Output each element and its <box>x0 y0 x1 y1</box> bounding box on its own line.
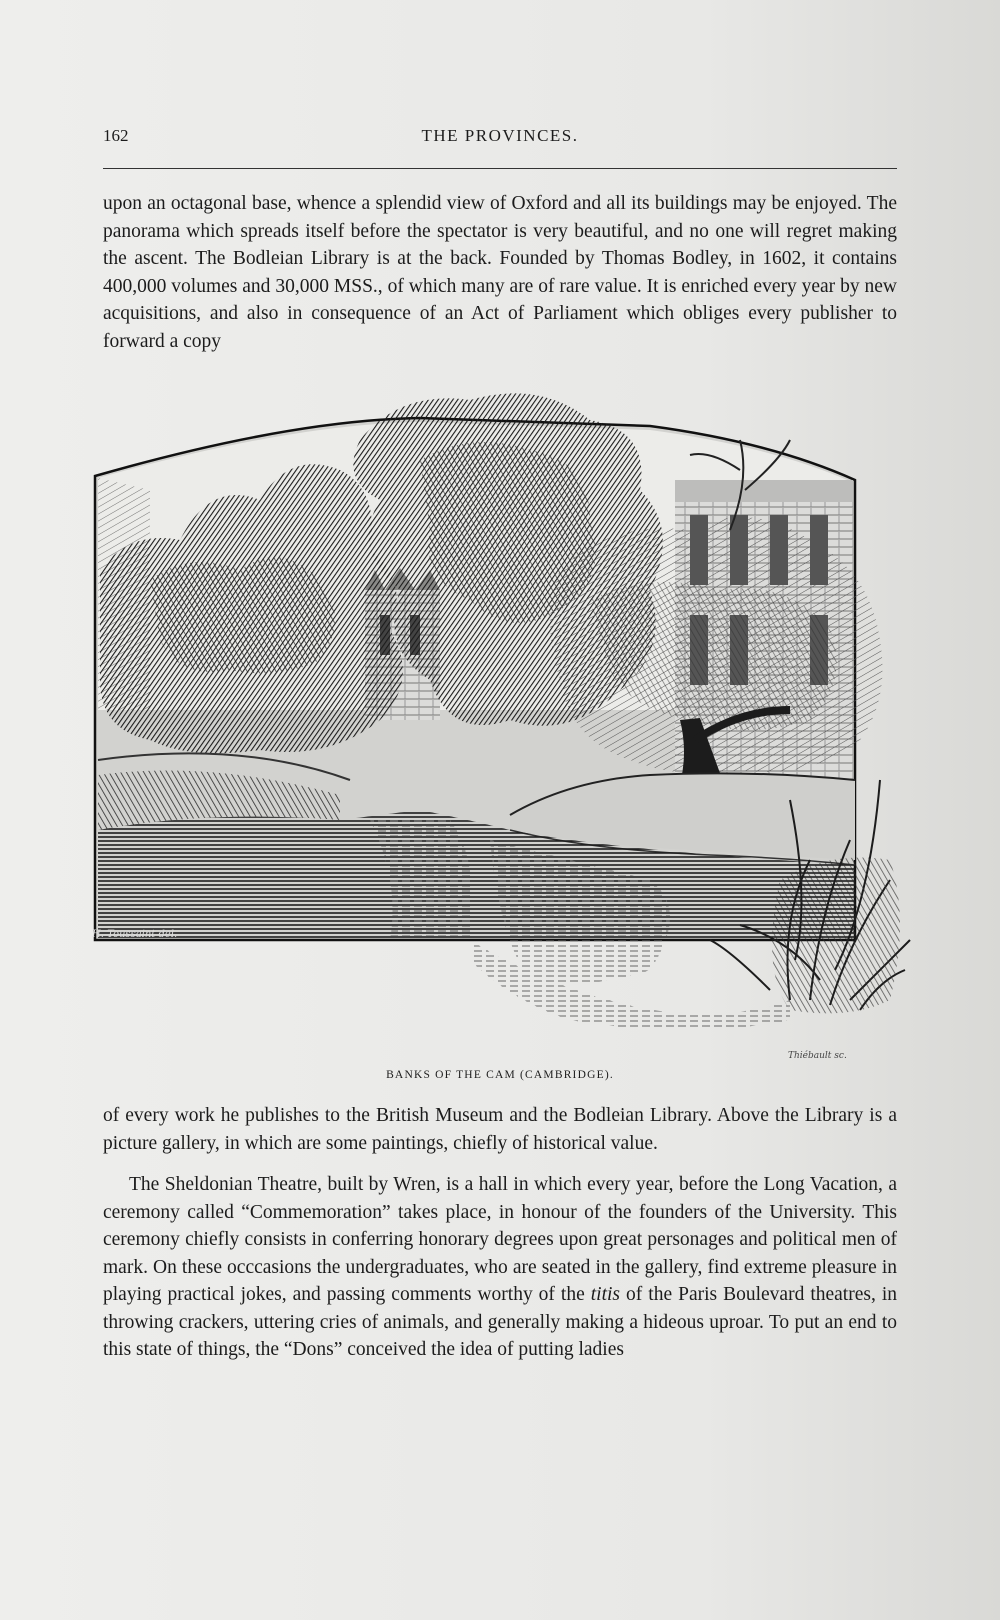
paragraph-sheldonian <box>103 1171 897 1364</box>
running-title: THE PROVINCES. <box>421 126 579 145</box>
engraving-banks-of-the-cam <box>90 380 920 1060</box>
illustration-caption: BANKS OF THE CAM (CAMBRIDGE). <box>386 1069 614 1081</box>
paragraph-text-part: of the Paris Boulevard theatres, in throwing crackers, uttering cries of animals, and generally making a hideous uproar. To put an end to this state of things, the “Dons” conceived the idea of putting ladies <box>103 1284 897 1360</box>
paragraph-text-part: The Sheldonian Theatre, built by Wren, is a hall in which every year, before the Long Vacation, a ceremony called “Commemoration” takes place, in honour of the founders of the University. This ceremony chiefly consists in conferring honorary degrees upon great personages and political men of mark. On these occcasions the undergraduates, who are seated in the gallery, find extreme pleasure in playing practical jokes, and passing comments worthy of the <box>103 1174 897 1305</box>
engraver-signature: Thiébault sc. <box>788 1051 847 1061</box>
body-text-bottom <box>103 1102 897 1364</box>
header-rule <box>103 168 897 169</box>
page-header <box>103 126 897 156</box>
body-text-top <box>103 190 897 355</box>
page-number: 162 <box>103 126 129 145</box>
paragraph-continued: upon an octagonal base, whence a splendid view of Oxford and all its buildings may be enjoyed. The panorama which spreads itself before the spectator is very beautiful, and no one will regret making the ascent. The Bodleian Library is at the back. Founded by Thomas Bodley, in 1602, it contains 400,000 volumes and 30,000 MSS., of which many are of rare value. It is enriched every year by new acquisitions, and also in consequence of an Act of Parliament which obliges every publisher to forward a copy <box>103 193 897 352</box>
paragraph-library: of every work he publishes to the British Museum and the Bodleian Library. Above the Library is a picture gallery, in which are some paintings, chiefly of historical value. <box>103 1105 897 1154</box>
artist-signature: H. Toussaint del. <box>92 929 178 940</box>
italic-word: titis <box>590 1284 621 1305</box>
